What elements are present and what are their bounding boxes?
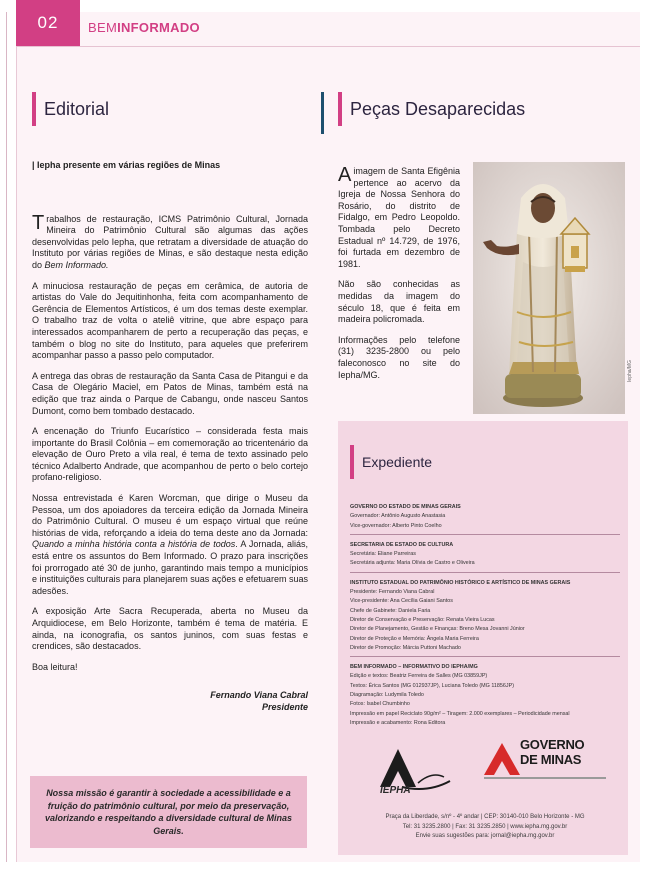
iepha-logo-text: IEPHA	[380, 785, 411, 796]
expediente-accent-bar	[350, 445, 354, 479]
credit-category: INSTITUTO ESTADUAL DO PATRIMÔNIO HISTÓRICO E ARTÍSTICO DE MINAS GERAIS	[350, 579, 571, 586]
editorial-paragraph: A exposição Arte Sacra Recuperada, aberta no Museu da Arquidiocese, em Belo Horizonte, também é tema de matéria. E ainda, na iconografia, os santos juninos, com suas festas e crendices, são destacados.	[32, 606, 308, 652]
page-number: 02	[16, 0, 80, 46]
pecas-paragraph-text: imagem de Santa Efigênia pertence ao acervo da Igreja de Nossa Senhora do Rosário, do distrito de Fidalgo, em Pedro Leopoldo. Tombada pelo Decreto Estadual nº 14.729, de 1976, foi furtada em dezembro de 1981.	[338, 166, 460, 269]
address-line: Envie suas sugestões para: jornal@iepha.mg.gov.br	[415, 833, 555, 839]
expediente-panel	[338, 421, 628, 855]
credit-line: Governador: Antônio Augusto Anastasia	[350, 513, 446, 520]
credit-separator	[350, 656, 620, 657]
credit-category: SECRETARIA DE ESTADO DE CULTURA	[350, 541, 454, 548]
editorial-body	[32, 160, 308, 713]
credit-line: Diretor de Conservação e Preservação: Renata Vieira Lucas	[350, 616, 495, 623]
editorial-kicker: | Iepha presente em várias regiões de Minas	[32, 160, 221, 170]
signature-name: Fernando Viana Cabral	[210, 690, 308, 701]
credit-line: Impressão em papel Reciclato 90g/m² – Tiragem: 2.000 exemplares – Periodicidade mensal	[350, 710, 570, 717]
credit-category: BEM INFORMADO – INFORMATIVO DO IEPHA/MG	[350, 664, 478, 671]
brand-bold: INFORMADO	[117, 20, 200, 35]
editorial-paragraph: A minuciosa restauração de peças em cerâmica, de autoria de artistas do Vale do Jequitinhonha, feita com acompanhamento de Gerência de Elementos Artísticos, é um dos temas deste exemplar. O trabalho traz de volta o ateliê vitrine, que abre espaço para interessados acompanharem de perto a recuperação das peças, e também o blog no site do Instituto, para aqueles que preferirem acompanhar passo a passo pelo computador.	[32, 280, 308, 361]
mission-text: Nossa missão é garantir à sociedade a acessibilidade e a fruição do patrimônio cultural, por meio da preservação, valorizando e respeitando a diversidade cultural de Minas Gerais.	[44, 788, 293, 836]
address-block	[350, 813, 620, 842]
pecas-heading	[338, 92, 525, 126]
pecas-paragraph: Informações pelo telefone (31) 3235-2800 ou pelo faleconosco no site do Iepha/MG.	[338, 334, 460, 380]
credit-line: Chefe de Gabinete: Daniela Faria	[350, 607, 431, 614]
page-edge-rule	[6, 12, 7, 862]
credit-line: Impressão e acabamento: Rona Editora	[350, 719, 446, 726]
saint-statue-photo	[473, 162, 625, 414]
governo-minas-logo-text	[520, 737, 584, 767]
credit-line: Presidente: Fernando Viana Cabral	[350, 589, 435, 596]
expediente-heading	[350, 445, 432, 479]
drop-cap: A	[338, 164, 352, 186]
mission-box	[30, 776, 307, 848]
editorial-paragraph: A entrega das obras de restauração da Santa Casa de Pitangui e da Casa de Olegário Maciel, em Patos de Minas, também está na edição que traz ainda o Parque de Cabangu, onde nasceu Santos Dumont, como bem tombado destacado.	[32, 370, 308, 416]
header-divider	[16, 46, 640, 47]
expediente-title: Expediente	[362, 454, 433, 470]
publication-brand	[88, 20, 200, 35]
pecas-title: Peças Desaparecidas	[350, 98, 526, 119]
editorial-paragraph	[32, 211, 308, 272]
credit-category: GOVERNO DO ESTADO DE MINAS GERAIS	[350, 504, 461, 510]
drop-cap: T	[32, 211, 45, 234]
address-line: Tel: 31 3235.2800 | Fax: 31 3235.2850 | www.iepha.mg.gov.br	[402, 823, 568, 830]
credit-line: Vice-governador: Alberto Pinto Coelho	[350, 522, 442, 529]
editorial-paragraph-text: Nossa entrevistada é Karen Worcman, que dirige o Museu da Pessoa, um dos apoiadores da terceira edição da Jornada Mineira do Patrimônio Cultural. O museu é um espaço virtual que reúne histórias de vida, reforçando a ideia do tema deste ano da Jornada:	[32, 493, 308, 538]
signature-role: Presidente	[261, 702, 308, 713]
gov-logo-line: GOVERNO	[520, 737, 585, 752]
credits-list	[350, 503, 620, 728]
sponsor-logos	[350, 723, 620, 803]
credit-line: Edição e textos: Beatriz Ferreira de Salles (MG 03859JP)	[350, 673, 488, 680]
credit-line: Textos: Érica Santos (MG 012937JP), Luciana Toledo (MG 11856JP)	[350, 682, 514, 689]
pecas-accent-bar	[338, 92, 342, 126]
photo-credit: Iepha/MG	[627, 360, 633, 382]
credit-line: Diagramação: Ludymila Toledo	[350, 692, 424, 699]
statue-illustration	[473, 162, 625, 414]
editorial-paragraph-emphasis: Bem Informado.	[44, 259, 109, 270]
pecas-paragraph: Não são conhecidas as medidas da imagem do século 18, que é feita em madeira policromada.	[338, 279, 460, 325]
brand-light: BEM	[88, 20, 118, 35]
editorial-accent-bar	[32, 92, 36, 126]
gov-logo-line: DE MINAS	[520, 752, 582, 767]
pecas-body	[338, 166, 460, 390]
credit-line: Diretor de Promoção: Márcia Puttoni Machado	[350, 644, 461, 651]
editorial-paragraph-text: rabalhos de restauração, ICMS Patrimônio Cultural, Jornada Mineira do Patrimônio Cultural são algumas das ações desenvolvidas pelo Iepha, que retratam a diversidade de atuação do Instituto por várias regiões de Minas, e são destaque nesta edição do	[32, 213, 308, 270]
credit-line: Fotos: Isabel Chumbinho	[350, 701, 410, 708]
editorial-paragraph-text: . A Jornada, aliás, está entre os assuntos do Bem Informado. O prazo para inscrições foi prorrogado até 30 de junho, garantindo mais tempo a municípios e instituições culturais para planejarem suas ações e efetuarem suas adesões.	[32, 539, 309, 596]
editorial-signature	[32, 689, 308, 713]
editorial-closing: Boa leitura!	[32, 661, 78, 672]
credit-line: Diretor de Planejamento, Gestão e Finanças: Breno Mesa Jovanni Júnior	[350, 626, 525, 633]
credit-separator	[350, 572, 620, 573]
credit-line: Secretária: Eliane Parreiras	[350, 551, 416, 558]
address-line: Praça da Liberdade, s/nº - 4º andar | CEP: 30140-010 Belo Horizonte - MG	[385, 814, 585, 820]
editorial-paragraph: A encenação do Triunfo Eucarístico – considerada festa mais importante do Brasil Colônia – em comemoração ao tricentenário da elevação de Ouro Preto a vila real, é tema de texto assinado pelo técnico Adalberto Andrade, que acompanhou de perto o belo cortejo profano-religioso.	[32, 426, 308, 483]
credit-line: Secretária adjunta: Maria Olívia de Castro e Oliveira	[350, 560, 475, 567]
editorial-paragraph	[32, 493, 308, 597]
column-divider	[321, 92, 324, 134]
credit-line: Diretor de Proteção e Memória: Ângela Maria Ferreira	[350, 635, 479, 642]
editorial-heading	[32, 92, 109, 126]
editorial-paragraph-emphasis: Quando a minha história conta a história de todos	[32, 539, 236, 550]
pecas-paragraph	[338, 166, 460, 270]
editorial-title: Editorial	[44, 98, 110, 119]
credit-separator	[350, 534, 620, 535]
credit-line: Vice-presidente: Ana Cecília Gaiani Santos	[350, 598, 453, 605]
